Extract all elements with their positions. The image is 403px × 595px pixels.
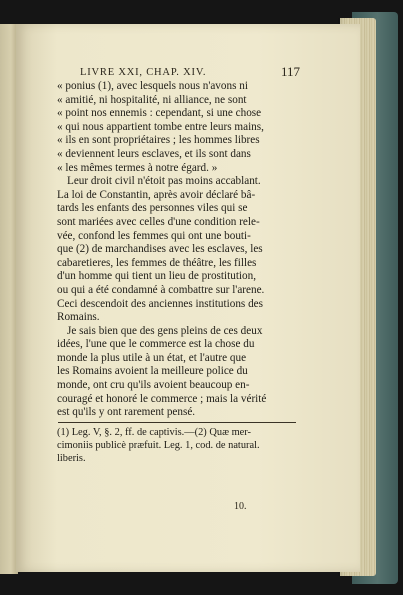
running-head: LIVRE XXI, CHAP. XIV. [80,67,207,78]
text-line: cabaretieres, les femmes de théâtre, les filles [57,256,257,269]
footnote-line: cimoniis publicè præfuit. Leg. 1, cod. de natural. [57,439,260,451]
text-line: que (2) de marchandises avec les esclaves, les [57,243,263,256]
text-line: monde, ont cru qu'ils avoient beaucoup en- [57,379,250,392]
text-line: vée, confond les femmes qui ont une bouti- [57,229,251,242]
text-line: sont mariées avec celles d'une condition rele- [57,215,260,228]
paragraph-start-line: Leur droit civil n'étoit pas moins accablant. [67,175,261,188]
body-text [57,80,297,420]
text-line: d'un homme qui tient un lieu de prostitution, [57,270,257,283]
text-line: « ponius (1), avec lesquels nous n'avons ni [57,80,248,92]
text-line: est qu'ils y ont rarement pensé. [57,406,196,419]
text-line: idées, l'une que le commerce est la chose du [57,338,255,351]
text-line: couragé et honoré le commerce ; mais la vérité [57,392,267,405]
text-line: « point nos ennemis : cependant, si une chose [57,107,262,120]
signature-mark: 10. [234,501,247,512]
text-line: « deviennent leurs esclaves, et ils sont dans [57,147,251,160]
text-line: La loi de Constantin, après avoir déclaré bâ- [57,188,256,201]
footnotes [57,427,297,465]
text-line: « amitié, ni hospitalité, ni alliance, ne sont [57,93,247,106]
text-line: ou qui a été condamné à combattre sur l'arene. [57,283,265,296]
text-line: « les mêmes termes à notre égard. » [57,161,218,174]
footnote-line: (1) Leg. V, §. 2, ff. de captivis.—(2) Quæ mer- [57,427,252,438]
text-line: « qui nous appartient tombe entre leurs mains, [57,120,264,133]
text-line: « ils en sont propriétaires ; les hommes libres [57,134,260,147]
text-line: monde la plus utile à un état, et l'autre que [57,351,247,364]
text-line: les Romains avoient la meilleure police du [57,365,248,378]
paragraph-start-line: Je sais bien que des gens pleins de ces deux [67,324,263,337]
text-line: Ceci descendoit des anciennes institutions des [57,297,263,310]
text-line: tards les enfants des personnes viles qui se [57,202,248,215]
page-number: 117 [281,64,301,79]
footnote-rule [58,422,296,423]
footnote-line: liberis. [57,452,86,464]
text-line: Romains. [57,311,100,324]
